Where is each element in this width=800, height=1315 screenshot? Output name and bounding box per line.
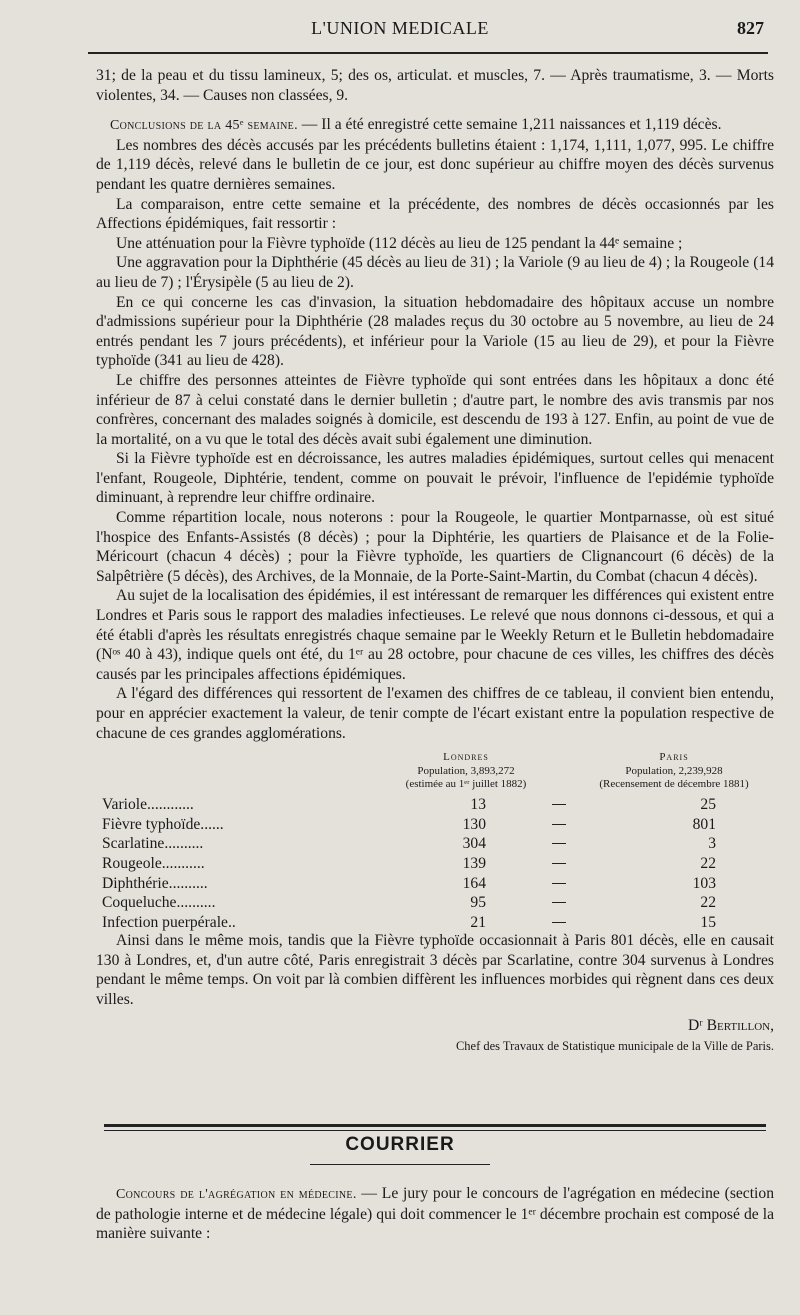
section-rule	[104, 1124, 766, 1127]
paris-value: 103	[692, 874, 716, 892]
courrier-heading: Concours de l'agrégation en médecine.	[116, 1187, 357, 1202]
paragraph: Comme répartition locale, nous noterons : pour la Rougeole, le quartier Montparnasse, où est situé l'hospice des Enfants-Assistés (8 décès) ; pour la Diphtérie, les quartiers de Plaisance et de la Folie-Méricourt (chacun 4 décès) ; pour la Fièvre typhoïde, les quartiers de Clignancourt (6 décès) de la Salpêtrière (5 décès), des Archives, de la Monnaie, de la Porte-Saint-Martin, du Combat (chacun 4 décès).	[96, 509, 774, 585]
running-title: L'UNION MEDICALE	[311, 18, 489, 38]
paragraph: En ce qui concerne les cas d'invasion, la situation hebdomadaire des hôpitaux accuse un nombre d'admissions supérieur pour la Diphthérie (28 malades reçus du 30 octobre au 5 novembre, au lieu de 24 entrés pendant les 7 jours précédents), et inférieur pour la Variole (15 au lieu de 29), et pour la Fièvre typhoïde (341 au lieu de 428).	[96, 293, 774, 370]
paris-name: Paris	[659, 751, 689, 764]
courrier-paragraph	[96, 1184, 774, 1244]
disease-name: Scarlatine..........	[102, 835, 204, 853]
courrier-body	[96, 1184, 774, 1244]
intro-paragraph: 31; de la peau et du tissu lamineux, 5; des os, articulat. et muscles, 7. — Après traumatisme, 3. — Morts violentes, 34. — Causes non classées, 9.	[96, 67, 774, 104]
courrier-title: COURRIER	[345, 1134, 455, 1155]
page-number: 827	[737, 18, 764, 38]
signature-name: Dʳ Bertillon,	[688, 1016, 774, 1034]
paragraph: Une atténuation pour la Fièvre typhoïde (112 décès au lieu de 125 pendant la 44ᵉ semaine ;	[116, 234, 683, 252]
table-row	[96, 893, 774, 913]
table-row	[96, 815, 774, 835]
table-row	[96, 795, 774, 815]
title-underline	[310, 1164, 490, 1165]
disease-name: Coqueluche..........	[102, 894, 216, 912]
dash-separator	[552, 902, 566, 903]
dash-separator	[552, 843, 566, 844]
paragraph: La comparaison, entre cette semaine et la précédente, des nombres de décès occasionnés par les Affections épidémiques, fait ressortir :	[96, 195, 774, 233]
paris-value: 3	[708, 835, 716, 853]
table-row	[96, 854, 774, 874]
paragraph: A l'égard des différences qui ressortent de l'examen des chiffres de ce tableau, il convient bien entendu, pour en apprécier exactement la valeur, de tenir compte de l'écart existant entre la population respective de chacune de ces grandes agglomérations.	[96, 685, 774, 742]
disease-name: Variole............	[102, 796, 194, 814]
london-population: Population, 3,893,272	[417, 764, 515, 777]
page-header	[0, 18, 800, 44]
disease-name: Rougeole...........	[102, 854, 205, 872]
after-table-paragraph: Ainsi dans le même mois, tandis que la Fièvre typhoïde occasionnait à Paris 801 décès, elle en causait 130 à Londres, et, d'un autre côté, Paris enregistrait 3 décès par Scarlatine, contre 304 survenus à Londres pendant le même temps. On voit par là combien diffèrent les influences morbides qui règnent dans ces deux villes.	[96, 932, 774, 1008]
london-value: 95	[470, 894, 486, 912]
header-rule	[88, 52, 768, 54]
dash-separator	[552, 824, 566, 825]
london-note: (estimée au 1ᵉʳ juillet 1882)	[405, 778, 527, 791]
paris-value: 22	[700, 894, 716, 912]
london-column-header	[356, 751, 576, 792]
dash-separator	[552, 883, 566, 884]
paris-population: Population, 2,239,928	[625, 764, 723, 777]
paris-value: 25	[700, 796, 716, 814]
dash-separator	[552, 922, 566, 923]
paris-column-header	[564, 751, 784, 792]
paragraph: Au sujet de la localisation des épidémies, il est intéressant de remarquer les différences qui existent entre Londres et Paris sous le rapport des maladies infectieuses. Le relevé que nous donnons ci-dessous, et qui a été établi d'après les résultats enregistrés chaque semaine par le Weekly Return et le Bulletin hebdomadaire (Nᵒˢ 40 à 43), indique quels ont été, du 1ᵉʳ au 28 octobre, pour chacune de ces villes, les chiffres des décès causés par les principales affections épidémiques.	[96, 587, 774, 683]
article-body	[96, 66, 774, 1057]
table-row	[96, 913, 774, 933]
signature-title: Chef des Travaux de Statistique municipale de la Ville de Paris.	[455, 1039, 774, 1054]
paris-value: 15	[700, 913, 716, 931]
table-rows	[96, 795, 774, 932]
disease-name: Diphthérie..........	[102, 874, 208, 892]
paragraph: Le chiffre des personnes atteintes de Fièvre typhoïde qui sont entrées dans les hôpitaux a donc été inférieur de 87 à celui constaté dans le dernier bulletin ; d'autre part, le nombre des avis transmis par nos confrères, concernant des malades soignés à domicile, est descendu de 193 à 127. Enfin, au point de vue de la mortalité, on a vu que le total des décès avait subi également une diminution.	[96, 371, 774, 448]
conclusions-heading: Conclusions de la 45ᵉ semaine.	[110, 118, 298, 134]
disease-name: Infection puerpérale..	[102, 913, 236, 931]
london-value: 130	[462, 815, 486, 833]
paris-value: 22	[700, 854, 716, 872]
table-row	[96, 834, 774, 854]
london-value: 13	[470, 796, 486, 814]
dash-separator	[552, 863, 566, 864]
mortality-comparison-table	[96, 751, 774, 931]
paris-value: 801	[692, 815, 716, 833]
paragraph: Les nombres des décès accusés par les précédents bulletins étaient : 1,174, 1,111, 1,077, 995. Le chiffre de 1,119 décès, relevé dans le bulletin de ce jour, est donc supérieur au chiffre moyen des décès survenus pendant les quatre dernières semaines.	[96, 136, 774, 193]
london-name: Londres	[443, 751, 489, 764]
dash-separator	[552, 804, 566, 805]
paragraph: Une aggravation pour la Diphthérie (45 décès au lieu de 31) ; la Variole (9 au lieu de 4) ; la Rougeole (14 au lieu de 7) ; l'Érysipèle (5 au lieu de 2).	[96, 254, 774, 291]
conclusions-paragraph	[96, 115, 774, 136]
london-value: 21	[470, 913, 486, 931]
london-value: 164	[462, 874, 486, 892]
courrier-text: — Le jury pour le concours de l'agrégation en médecine (section de pathologie interne et de médecine légale) qui doit commencer le 1ᵉʳ décembre prochain est composé de la manière suivante :	[96, 1185, 774, 1243]
disease-name: Fièvre typhoïde......	[102, 815, 224, 833]
table-row	[96, 874, 774, 894]
paris-note: (Recensement de décembre 1881)	[599, 778, 749, 791]
london-value: 304	[462, 835, 486, 853]
london-value: 139	[462, 854, 486, 872]
section-rule-thin	[104, 1130, 766, 1131]
paragraph: Si la Fièvre typhoïde est en décroissance, les autres maladies épidémiques, surtout celles qui menacent l'enfant, Rougeole, Diphtérie, tendent, comme on pouvait le prévoir, l'influence de l'epidémie typhoïde diminuant, à reprendre leur chiffre ordinaire.	[96, 450, 774, 507]
conclusions-text: — Il a été enregistré cette semaine 1,211 naissances et 1,119 décès.	[301, 116, 722, 134]
